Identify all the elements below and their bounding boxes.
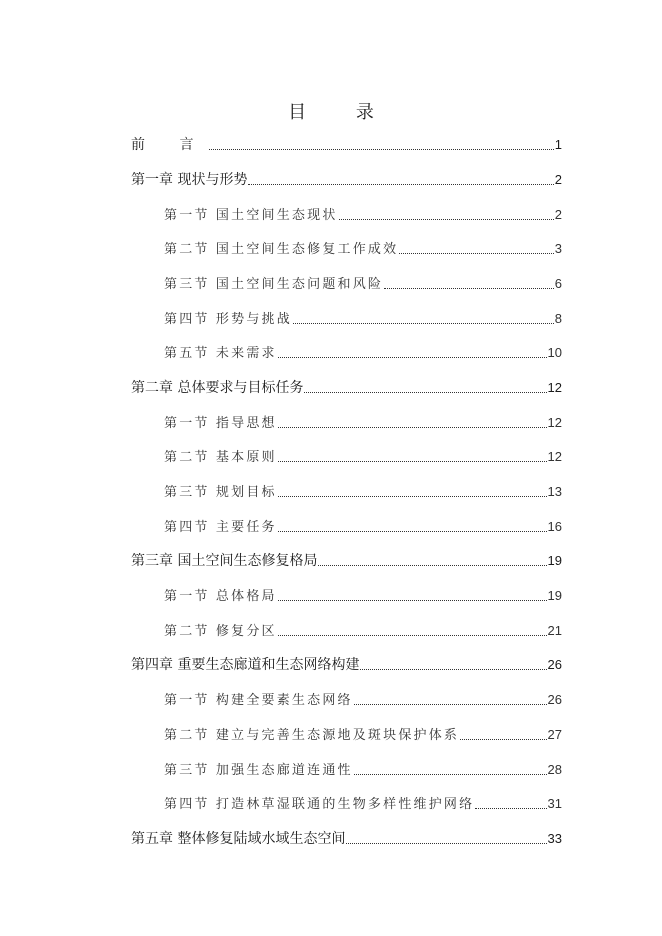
toc-entry-chapter-3[interactable] [131,550,562,572]
toc-entry-preface[interactable] [131,134,562,156]
toc-entry-page: 8 [554,311,562,326]
toc-leader-dots [209,149,553,150]
toc-entry-page: 33 [547,831,562,846]
toc-entry-page: 31 [547,796,562,811]
toc-entry-section[interactable] [164,412,562,434]
toc-entry-section[interactable] [164,308,562,330]
toc-leader-dots [339,219,554,220]
toc-entry-page: 2 [554,172,562,187]
toc-leader-dots [346,843,546,844]
toc-entry-label: 第二节 基本原则 [164,450,277,465]
toc-entry-page: 12 [547,415,562,430]
toc-entry-section[interactable] [164,516,562,538]
toc-entry-section[interactable] [164,689,562,711]
toc-entry-label: 第三节 加强生态廊道连通性 [164,763,353,778]
toc-entry-label: 第四节 打造林草湿联通的生物多样性维护网络 [164,797,475,812]
toc-entry-section[interactable] [164,724,562,746]
toc-leader-dots [248,184,553,185]
toc-entry-page: 12 [547,380,562,395]
toc-entry-section[interactable] [164,585,562,607]
toc-entry-section[interactable] [164,481,562,503]
toc-leader-dots [399,253,553,254]
toc-entry-label: 第四章 重要生态廊道和生态网络构建 [131,657,360,673]
toc-entry-page: 6 [554,276,562,291]
toc-entry-label: 第二节 国土空间生态修复工作成效 [164,242,399,257]
toc-entry-chapter-1[interactable] [131,169,562,191]
toc-entry-page: 27 [547,727,562,742]
toc-entry-page: 28 [547,762,562,777]
toc-leader-dots [293,323,554,324]
toc-entry-label: 第一节 指导思想 [164,416,277,431]
toc-entry-page: 3 [554,241,562,256]
toc-entry-page: 16 [547,519,562,534]
toc-leader-dots [318,565,546,566]
toc-entry-section[interactable] [164,620,562,642]
toc-leader-dots [384,288,554,289]
toc-entry-label: 第一节 构建全要素生态网络 [164,693,353,708]
toc-entry-label: 第二章 总体要求与目标任务 [131,380,304,396]
toc-leader-dots [278,357,547,358]
toc-leader-dots [278,496,547,497]
toc-entry-label: 第四节 主要任务 [164,520,277,535]
toc-entry-section[interactable] [164,342,562,364]
toc-leader-dots [278,635,547,636]
toc-entry-label: 第五节 未来需求 [164,346,277,361]
toc-entry-page: 19 [547,553,562,568]
toc-leader-dots [460,739,546,740]
toc-entry-section[interactable] [164,273,562,295]
toc-leader-dots [278,461,547,462]
toc-entry-page: 2 [554,207,562,222]
toc-entry-label: 第三节 国土空间生态问题和风险 [164,277,384,292]
toc-entry-page: 26 [547,657,562,672]
toc-leader-dots [354,774,547,775]
toc-entry-label: 第二节 建立与完善生态源地及斑块保护体系 [164,728,460,743]
toc-entry-chapter-5[interactable] [131,828,562,850]
toc-leader-dots [278,600,547,601]
toc-entry-label: 第一节 国土空间生态现状 [164,208,338,223]
toc-leader-dots [354,704,547,705]
toc-entry-label: 第四节 形势与挑战 [164,312,292,327]
toc-entry-page: 12 [547,449,562,464]
toc-entry-label: 第三章 国土空间生态修复格局 [131,553,318,569]
toc-leader-dots [475,808,546,809]
toc-entry-page: 1 [554,137,562,152]
toc-entry-section[interactable] [164,793,562,815]
toc-entry-section[interactable] [164,238,562,260]
toc-entry-page: 19 [547,588,562,603]
toc-leader-dots [278,427,547,428]
toc-entry-page: 13 [547,484,562,499]
toc-entry-label: 前 言 [131,137,209,153]
toc-entry-page: 26 [547,692,562,707]
toc-entry-chapter-2[interactable] [131,377,562,399]
toc-entry-label: 第一章 现状与形势 [131,172,248,188]
toc-entry-section[interactable] [164,446,562,468]
toc-entry-section[interactable] [164,204,562,226]
toc-entry-chapter-4[interactable] [131,654,562,676]
toc-entry-label: 第二节 修复分区 [164,624,277,639]
toc-title: 目 录 [288,102,396,123]
toc-leader-dots [304,392,546,393]
toc-leader-dots [360,669,546,670]
toc-entry-label: 第三节 规划目标 [164,485,277,500]
toc-entry-label: 第五章 整体修复陆域水域生态空间 [131,831,346,847]
toc-leader-dots [278,531,547,532]
toc-entry-section[interactable] [164,759,562,781]
toc-entry-label: 第一节 总体格局 [164,589,277,604]
toc-entry-page: 10 [547,345,562,360]
toc-entry-page: 21 [547,623,562,638]
